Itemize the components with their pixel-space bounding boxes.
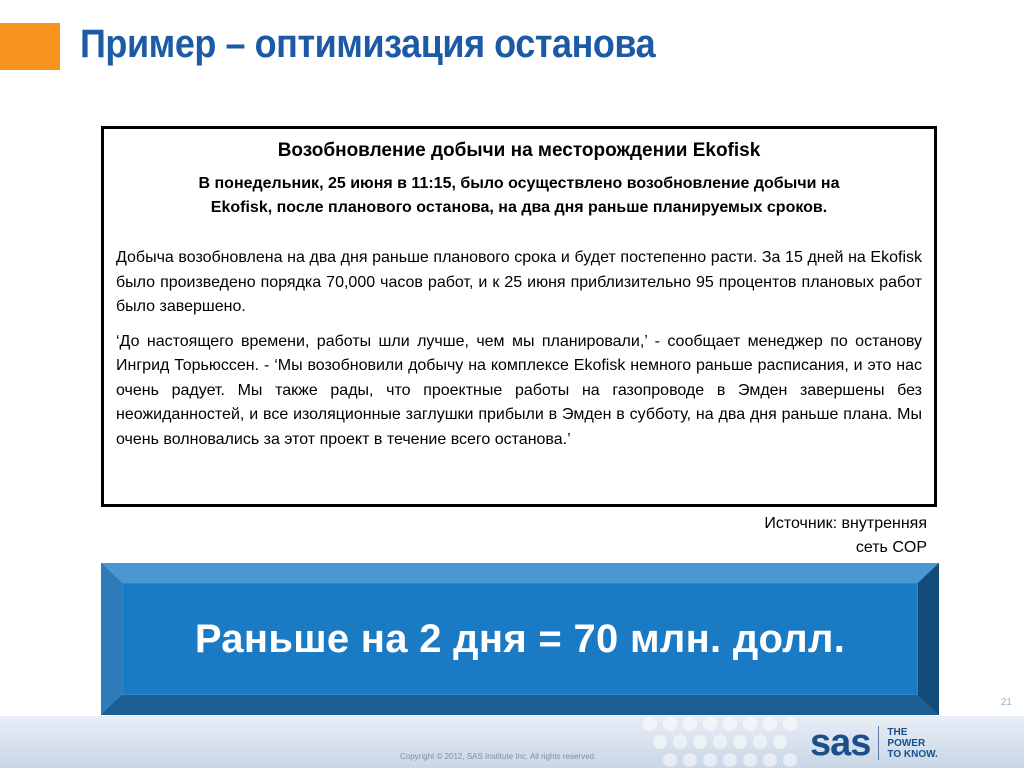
page-number: 21 bbox=[1000, 697, 1012, 708]
sas-logo-divider bbox=[878, 726, 879, 760]
article-heading: Возобновление добычи на месторождении Ekofisk bbox=[277, 140, 761, 161]
article-paragraph-1: Добыча возобновлена на два дня раньше планового срока и будет постепенно расти. За 15 дней на Ekofisk было произведено порядка 70,000 часов работ, и к 25 июня приблизительно 95 процентов плановых работ было завершено. bbox=[116, 249, 922, 315]
sas-tagline-line-3: TO KNOW. bbox=[887, 748, 938, 760]
article-lead-line-1: В понедельник, 25 июня в 11:15, было осуществлено возобновление добычи на bbox=[198, 175, 840, 192]
source-note-line-1: Источник: внутренняя bbox=[764, 515, 927, 532]
slide-title: Пример – оптимизация останова bbox=[80, 22, 656, 66]
banner-panel bbox=[122, 583, 918, 695]
source-note bbox=[667, 512, 927, 560]
sas-tagline-line-1: THE bbox=[887, 726, 908, 738]
sas-tagline bbox=[887, 727, 937, 760]
banner-text: Раньше на 2 дня = 70 млн. долл. bbox=[194, 616, 846, 661]
highlight-banner bbox=[101, 563, 939, 715]
sas-logo bbox=[810, 724, 938, 762]
article-lead bbox=[114, 172, 924, 220]
footer-dot-pattern bbox=[630, 716, 800, 768]
orange-accent-square bbox=[0, 23, 60, 70]
banner-bevel-top bbox=[101, 563, 939, 583]
banner-bevel-left bbox=[101, 563, 122, 715]
sas-tagline-line-2: POWER bbox=[887, 737, 926, 749]
article-lead-line-2: Ekofisk, после планового останова, на два дня раньше планируемых сроков. bbox=[210, 199, 828, 216]
banner-bevel-right bbox=[918, 563, 939, 715]
banner-bevel-bottom bbox=[101, 695, 939, 715]
footer-bar bbox=[0, 716, 1024, 768]
article-box bbox=[101, 126, 937, 507]
article-paragraph-2: ‘До настоящего времени, работы шли лучше, чем мы планировали,’ - сообщает менеджер по останову Ингрид Торьюссен. - ‘Мы возобновили добычу на комплексе Ekofisk немного раньше расписания, и это нас очень радует. Мы также рады, что проектные работы на газопроводе в Эмден завершены без неожиданностей, и все изоляционные заглушки прибыли в Эмден в субботу, на два дня раньше плана. Мы очень волновались за этот проект в течение всего останова.’ bbox=[116, 332, 922, 448]
copyright-text: Copyright © 2012, SAS Institute Inc. All rights reserved. bbox=[400, 752, 597, 761]
sas-logo-mark: sas bbox=[810, 722, 871, 764]
source-note-line-2: сеть COP bbox=[855, 539, 927, 556]
